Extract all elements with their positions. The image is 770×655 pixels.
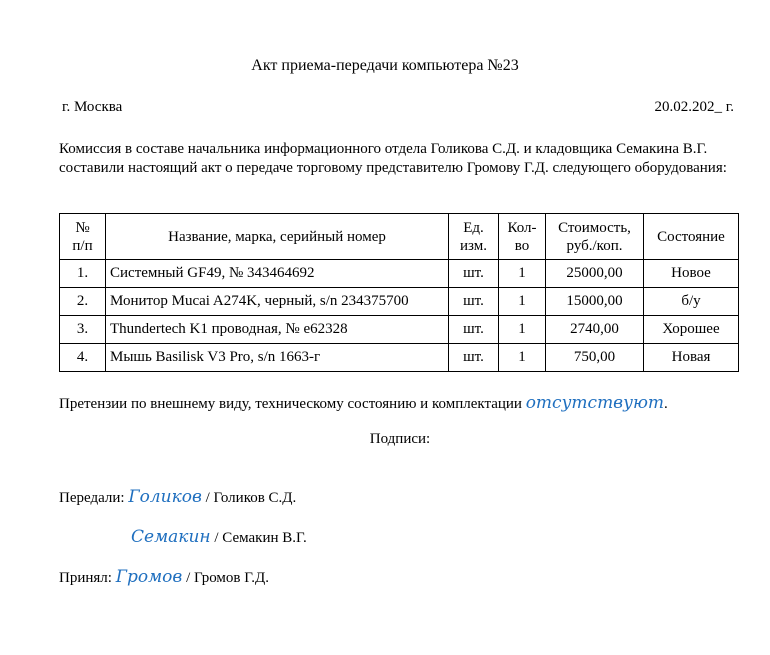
cell-cost: 750,00 bbox=[546, 344, 644, 372]
signature-transferred-semakin: Семакин / Семакин В.Г. bbox=[131, 527, 307, 547]
cell-cost: 15000,00 bbox=[546, 288, 644, 316]
header-num: № п/п bbox=[60, 214, 106, 260]
table-row bbox=[60, 260, 739, 288]
signatures-heading: Подписи: bbox=[369, 431, 431, 447]
cell-unit: шт. bbox=[449, 344, 499, 372]
signature-received-gromov: Принял: Громов / Громов Г.Д. bbox=[59, 567, 269, 587]
header-condition: Состояние bbox=[644, 214, 739, 260]
cell-condition: Хорошее bbox=[644, 316, 739, 344]
intro-paragraph: Комиссия в составе начальника информационного отдела Голикова С.Д. и кладовщика Семакина В.Г. составили настоящий акт о передаче торговому представителю Громову Г.Д. следующего оборудования: bbox=[59, 141, 727, 176]
cell-qty: 1 bbox=[499, 260, 546, 288]
cell-num: 3. bbox=[60, 316, 106, 344]
cell-name: Системный GF49, № 343464692 bbox=[106, 260, 449, 288]
table-row bbox=[60, 316, 739, 344]
handwritten-signature: Семакин bbox=[131, 527, 211, 547]
cell-name: Thundertech K1 проводная, № e62328 bbox=[106, 316, 449, 344]
table-row bbox=[60, 344, 739, 372]
table-header-row bbox=[60, 214, 739, 260]
cell-num: 1. bbox=[60, 260, 106, 288]
cell-num: 4. bbox=[60, 344, 106, 372]
cell-unit: шт. bbox=[449, 316, 499, 344]
equipment-table bbox=[59, 213, 739, 372]
cell-cost: 2740,00 bbox=[546, 316, 644, 344]
table-row bbox=[60, 288, 739, 316]
claims-statement: Претензии по внешнему виду, техническому состоянию и комплектации отсутствуют. bbox=[59, 393, 668, 413]
cell-unit: шт. bbox=[449, 260, 499, 288]
handwritten-signature: Голиков bbox=[128, 487, 202, 507]
cell-num: 2. bbox=[60, 288, 106, 316]
cell-condition: Новое bbox=[644, 260, 739, 288]
document-title: Акт приема-передачи компьютера №23 bbox=[251, 57, 519, 74]
header-qty: Кол- во bbox=[499, 214, 546, 260]
city: г. Москва bbox=[62, 99, 123, 115]
cell-name: Монитор Mucai A274K, черный, s/n 234375700 bbox=[106, 288, 449, 316]
signature-transferred-golikov: Передали: Голиков / Голиков С.Д. bbox=[59, 487, 297, 507]
cell-condition: б/у bbox=[644, 288, 739, 316]
handwritten-absent: отсутствуют bbox=[525, 393, 665, 413]
header-unit: Ед. изм. bbox=[449, 214, 499, 260]
cell-name: Мышь Basilisk V3 Pro, s/n 1663-г bbox=[106, 344, 449, 372]
handwritten-signature: Громов bbox=[115, 567, 183, 587]
date: 20.02.202_ г. bbox=[654, 99, 734, 115]
cell-unit: шт. bbox=[449, 288, 499, 316]
header-cost: Стоимость, руб./коп. bbox=[546, 214, 644, 260]
header-name: Название, марка, серийный номер bbox=[106, 214, 449, 260]
cell-qty: 1 bbox=[499, 288, 546, 316]
cell-condition: Новая bbox=[644, 344, 739, 372]
cell-qty: 1 bbox=[499, 344, 546, 372]
cell-cost: 25000,00 bbox=[546, 260, 644, 288]
cell-qty: 1 bbox=[499, 316, 546, 344]
